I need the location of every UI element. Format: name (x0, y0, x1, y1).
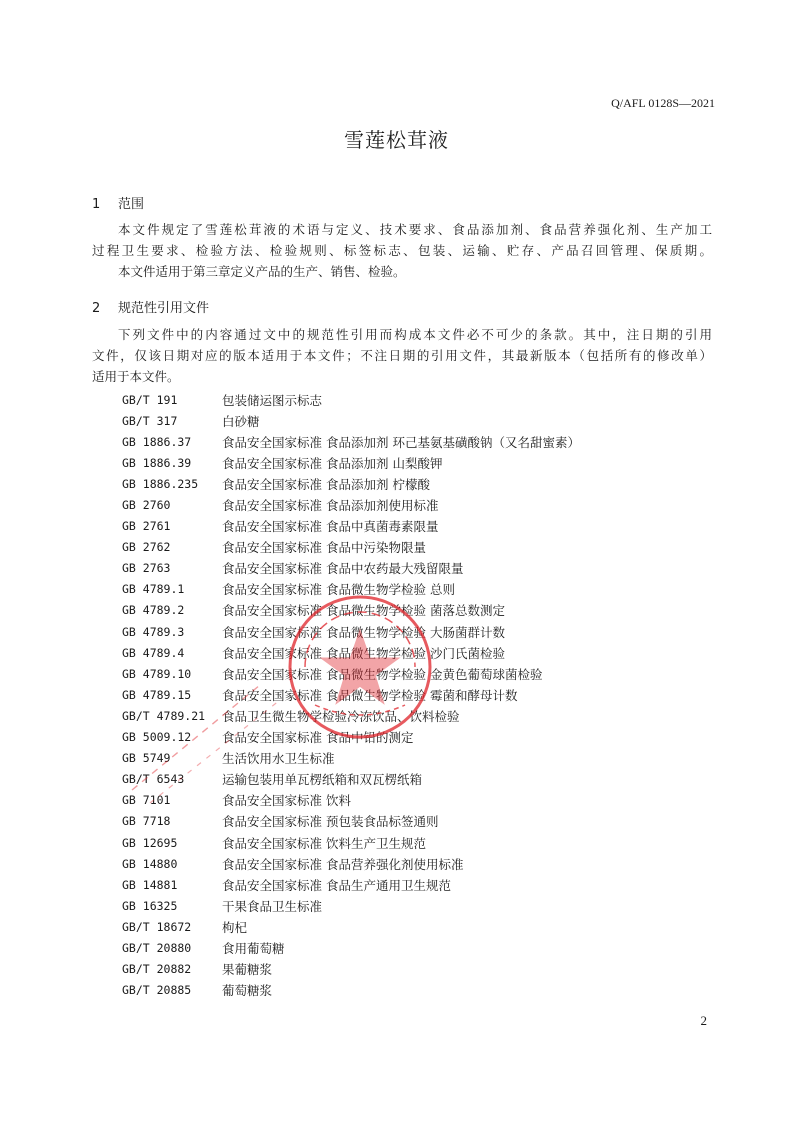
reference-name: 白砂糖 (222, 413, 260, 429)
reference-name: 食品卫生微生物学检验冷冻饮品、饮料检验 (222, 708, 460, 724)
reference-item (122, 937, 580, 958)
reference-item (122, 663, 580, 684)
reference-code: GB 7101 (122, 793, 171, 808)
reference-item (122, 959, 580, 980)
section-heading-normative (92, 297, 209, 316)
reference-name: 运输包装用单瓦楞纸箱和双瓦楞纸箱 (222, 772, 423, 788)
scope-text-line: 本文件适用于第三章定义产品的生产、销售、检验。 (118, 264, 406, 279)
reference-code: GB 2762 (122, 540, 171, 555)
reference-item (122, 980, 580, 1001)
scope-text-line: 过程卫生要求、检验方法、检验规则、标签标志、包装、运输、贮存、产品召回管理、保质期。 (92, 243, 712, 258)
reference-name: 食品安全国家标准 食品微生物学检验 沙门氏菌检验 (222, 645, 505, 661)
reference-name: 枸杞 (222, 919, 248, 935)
reference-name: 食品安全国家标准 食品营养强化剂使用标准 (222, 856, 464, 872)
reference-name: 葡萄糖浆 (222, 983, 273, 999)
reference-name: 食用葡萄糖 (222, 940, 285, 956)
scope-text-line: 本文件规定了雪莲松茸液的术语与定义、技术要求、食品添加剂、食品营养强化剂、生产加工 (118, 222, 712, 237)
reference-item (122, 516, 580, 537)
intro-text-line: 适用于本文件。 (92, 369, 180, 384)
reference-code: GB 2763 (122, 561, 171, 576)
section-heading-scope (92, 193, 144, 212)
reference-item (122, 537, 580, 558)
reference-name: 食品安全国家标准 食品微生物学检验 菌落总数测定 (222, 603, 505, 619)
section-title: 范围 (118, 197, 145, 212)
reference-code: GB 5749 (122, 751, 171, 766)
reference-code: GB/T 20885 (122, 983, 192, 998)
reference-code: GB 7718 (122, 814, 171, 829)
reference-name: 食品安全国家标准 食品中污染物限量 (222, 540, 426, 556)
reference-item (122, 494, 580, 515)
reference-item (122, 642, 580, 663)
reference-code: GB 12695 (122, 835, 178, 850)
reference-code: GB/T 20882 (122, 962, 192, 977)
reference-item (122, 916, 580, 937)
reference-name: 食品安全国家标准 食品生产通用卫生规范 (222, 877, 451, 893)
reference-code: GB 14881 (122, 877, 178, 892)
reference-code: GB 14880 (122, 856, 178, 871)
reference-name: 食品安全国家标准 预包装食品标签通则 (222, 814, 439, 830)
reference-item (122, 389, 580, 410)
section-number: 1 (92, 197, 101, 212)
reference-code: GB 4789.2 (122, 603, 185, 618)
normative-intro-paragraph (92, 324, 712, 387)
reference-name: 食品安全国家标准 食品微生物学检验 大肠菌群计数 (222, 624, 505, 640)
reference-name: 干果食品卫生标准 (222, 898, 323, 914)
reference-code: GB 4789.15 (122, 687, 192, 702)
reference-name: 食品安全国家标准 食品添加剂 环己基氨基磺酸钠（又名甜蜜素） (222, 434, 580, 450)
reference-code: GB/T 191 (122, 392, 178, 407)
reference-code: GB 1886.235 (122, 476, 199, 491)
reference-list (122, 389, 580, 1001)
reference-name: 食品安全国家标准 食品微生物学检验 总则 (222, 582, 455, 598)
reference-name: 食品安全国家标准 饮料生产卫生规范 (222, 835, 426, 851)
reference-name: 食品安全国家标准 食品添加剂使用标准 (222, 498, 439, 514)
reference-code: GB 4789.1 (122, 582, 185, 597)
reference-code: GB/T 20880 (122, 940, 192, 955)
intro-text-line: 下列文件中的内容通过文中的规范性引用而构成本文件必不可少的条款。其中，注日期的引用 (118, 327, 712, 342)
reference-item (122, 621, 580, 642)
reference-code: GB 4789.10 (122, 666, 192, 681)
reference-item (122, 748, 580, 769)
reference-item (122, 895, 580, 916)
reference-code: GB 16325 (122, 898, 178, 913)
reference-item (122, 727, 580, 748)
section-number: 2 (92, 301, 101, 316)
intro-text-line: 文件，仅该日期对应的版本适用于本文件；不注日期的引用文件，其最新版本（包括所有的修改单） (92, 348, 712, 363)
page-number: 2 (700, 1013, 707, 1028)
reference-name: 食品安全国家标准 食品微生物学检验 霉菌和酵母计数 (222, 687, 518, 703)
reference-item (122, 452, 580, 473)
reference-item (122, 558, 580, 579)
reference-item (122, 705, 580, 726)
reference-item (122, 790, 580, 811)
reference-item (122, 769, 580, 790)
reference-code: GB/T 4789.21 (122, 708, 206, 723)
scope-paragraph (92, 219, 712, 282)
reference-item (122, 579, 580, 600)
reference-code: GB/T 6543 (122, 772, 185, 787)
reference-item (122, 684, 580, 705)
reference-name: 食品安全国家标准 食品添加剂 柠檬酸 (222, 476, 430, 492)
reference-name: 食品安全国家标准 食品添加剂 山梨酸钾 (222, 455, 443, 471)
reference-item (122, 874, 580, 895)
reference-item (122, 410, 580, 431)
reference-name: 食品安全国家标准 食品微生物学检验 金黄色葡萄球菌检验 (222, 666, 543, 682)
reference-name: 生活饮用水卫生标准 (222, 751, 335, 767)
document-code: Q/AFL 0128S—2021 (611, 96, 715, 110)
reference-name: 食品安全国家标准 食品中农药最大残留限量 (222, 561, 464, 577)
reference-item (122, 600, 580, 621)
reference-item (122, 473, 580, 494)
document-title: 雪莲松茸液 (344, 128, 449, 152)
reference-code: GB 2761 (122, 519, 171, 534)
reference-code: GB/T 317 (122, 413, 178, 428)
reference-name: 食品安全国家标准 饮料 (222, 793, 351, 809)
reference-name: 食品安全国家标准 食品中真菌毒素限量 (222, 519, 439, 535)
reference-code: GB 1886.39 (122, 455, 192, 470)
reference-item (122, 832, 580, 853)
reference-item (122, 431, 580, 452)
reference-code: GB/T 18672 (122, 919, 192, 934)
reference-name: 包装储运图示标志 (222, 392, 323, 408)
reference-item (122, 853, 580, 874)
reference-code: GB 2760 (122, 498, 171, 513)
reference-code: GB 4789.3 (122, 624, 185, 639)
reference-code: GB 5009.12 (122, 730, 192, 745)
reference-code: GB 4789.4 (122, 645, 185, 660)
reference-code: GB 1886.37 (122, 434, 192, 449)
section-title: 规范性引用文件 (118, 301, 210, 316)
reference-name: 食品安全国家标准 食品中铅的测定 (222, 730, 414, 746)
reference-name: 果葡糖浆 (222, 962, 273, 978)
reference-item (122, 811, 580, 832)
